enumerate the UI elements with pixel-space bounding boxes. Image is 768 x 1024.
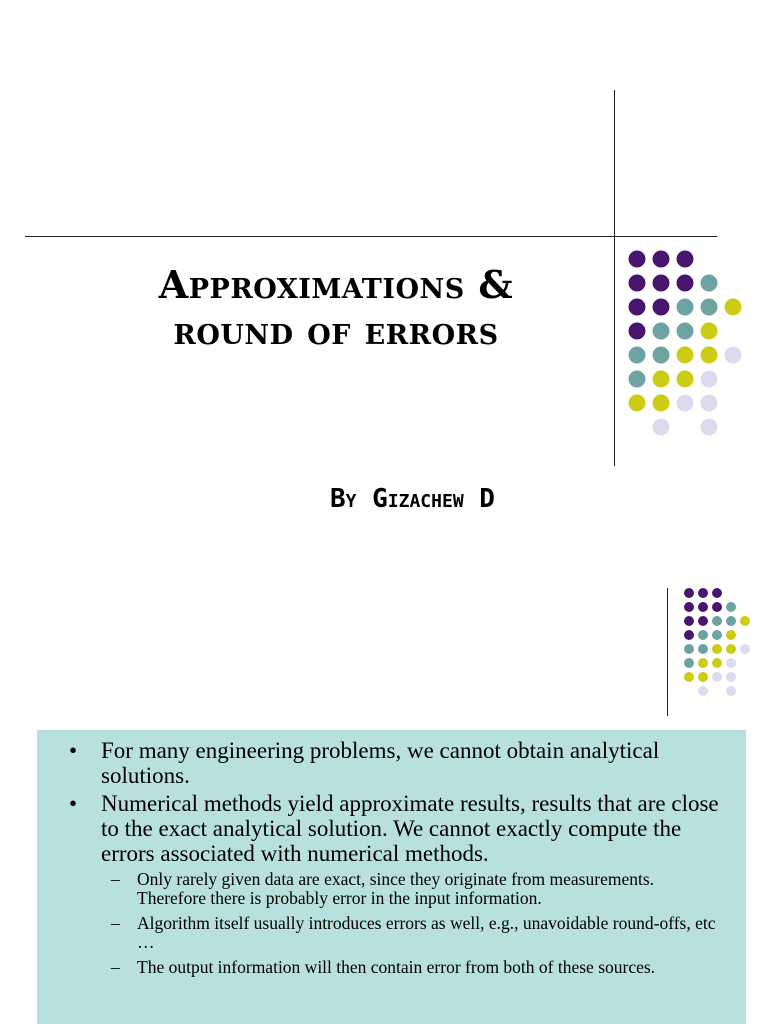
decorative-dot [701,419,718,436]
decorative-dot [712,644,722,654]
dash-icon: – [111,913,120,933]
decorative-dot [629,347,646,364]
decorative-dot [698,672,708,682]
decorative-dot [701,275,718,292]
decorative-dot [698,616,708,626]
decorative-dot [677,251,694,268]
decorative-dot [653,371,670,388]
decorative-dot [653,275,670,292]
decorative-dot [684,602,694,612]
decorative-dot [684,644,694,654]
decorative-dot [684,672,694,682]
sub-bullet-item [101,914,726,952]
decorative-dot [677,323,694,340]
decorative-dot [701,371,718,388]
decorative-dot [629,323,646,340]
decorative-dot [740,644,750,654]
decorative-dot [698,630,708,640]
content-box [37,730,746,1024]
decorative-dot [712,602,722,612]
decorative-dot [701,299,718,316]
decorative-dot [677,275,694,292]
decorative-dot [629,395,646,412]
title-line-2: round of errors [173,308,499,353]
decorative-dot [684,630,694,640]
decorative-dot [740,616,750,626]
dash-icon: – [111,869,120,889]
decorative-dot [629,299,646,316]
sub-bullet-text: The output information will then contain error from both of these sources. [137,957,656,977]
decorative-dot [653,323,670,340]
slide-title [110,262,562,354]
sub-bullet-text: Algorithm itself usually introduces errors as well, e.g., unavoidable round-offs, etc … [137,913,716,952]
decorative-dot [712,616,722,626]
dot-grid-decoration-small [680,587,760,699]
decorative-dot [677,299,694,316]
decorative-dot [725,347,742,364]
decorative-dot [653,299,670,316]
decorative-dot [712,588,722,598]
decorative-dot [653,419,670,436]
bullet-icon: • [69,791,78,816]
decorative-dot [684,616,694,626]
decorative-dot [653,395,670,412]
bullet-text: For many engineering problems, we cannot obtain analytical solutions. [101,738,660,788]
bullet-list [67,738,726,977]
decorative-dot [726,672,736,682]
decorative-dot [701,395,718,412]
dot-grid-decoration [620,248,750,438]
title-line-1: Approximations & [158,262,514,307]
decorative-dot [726,630,736,640]
decorative-dot [698,658,708,668]
decorative-dot [701,323,718,340]
bullet-text: Numerical methods yield approximate results, results that are close to the exact analytical solution. We cannot exactly compute the errors associated with numerical methods. [101,791,719,866]
bullet-item [67,738,726,788]
sub-bullet-text: Only rarely given data are exact, since they originate from measurements. Therefore there is probably error in the input information. [137,869,655,908]
sub-bullet-list [101,870,726,977]
decorative-dot [712,658,722,668]
vertical-rule [614,90,615,466]
decorative-dot [698,686,708,696]
decorative-dot [726,644,736,654]
decorative-dot [726,658,736,668]
decorative-dot [677,371,694,388]
decorative-dot [653,347,670,364]
dash-icon: – [111,957,120,977]
decorative-dot [629,251,646,268]
decorative-dot [698,588,708,598]
sub-bullet-item [101,958,726,977]
decorative-dot [677,395,694,412]
decorative-dot [726,602,736,612]
sub-bullet-item [101,870,726,908]
decorative-dot [684,658,694,668]
decorative-dot [726,686,736,696]
author-subtitle: By Gizachew D [330,484,495,514]
bullet-icon: • [69,738,78,763]
decorative-dot [725,299,742,316]
decorative-dot [698,644,708,654]
decorative-dot [629,371,646,388]
decorative-dot [698,602,708,612]
decorative-dot [677,347,694,364]
decorative-dot [653,251,670,268]
bullet-item [67,791,726,977]
decorative-dot [629,275,646,292]
decorative-dot [726,616,736,626]
decorative-dot [712,672,722,682]
vertical-rule-small [667,588,668,716]
decorative-dot [701,347,718,364]
decorative-dot [712,630,722,640]
decorative-dot [684,588,694,598]
